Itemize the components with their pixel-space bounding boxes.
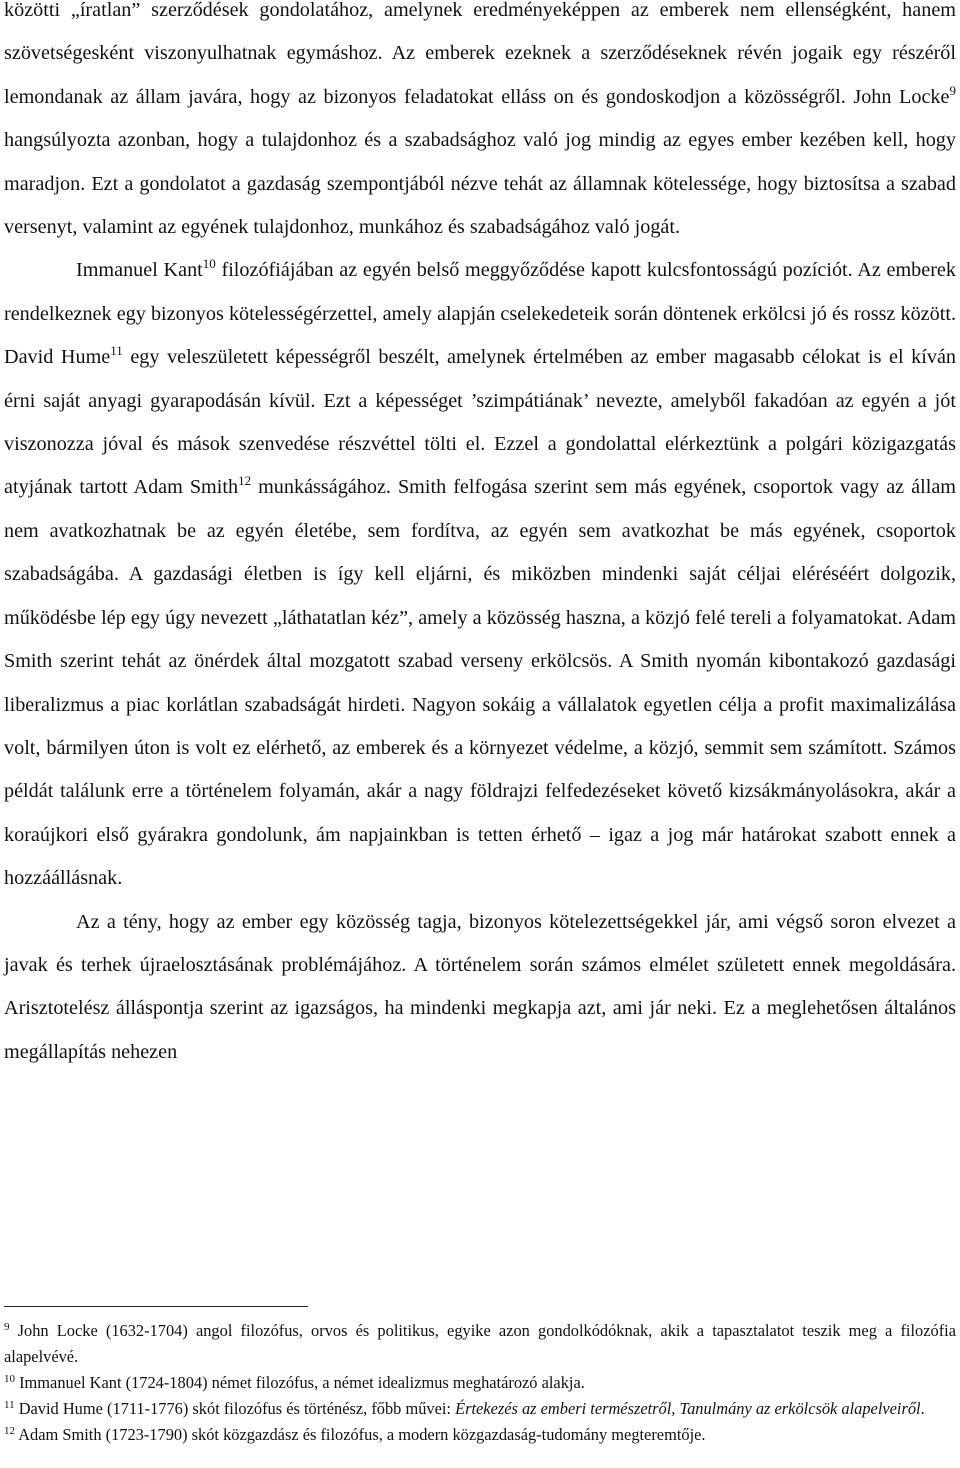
footnote-number: 10 xyxy=(4,1373,15,1385)
paragraph-text: munkásságához. Smith felfogása szerint sem más egyének, csoportok vagy az állam nem avatkozhatnak be az egyén életébe, sem fordítva, az egyén sem avatkozhat be más egyének, csoportok szabadságába. A gazdasági életben is így kell eljárni, és miközben mindenki saját céljai eléréséért dolgozik, működésbe lép egy úgy nevezett „láthatatlan kéz”, amely a közösség haszna, a közjó felé tereli a folyamatokat. Adam Smith szerint tehát az önérdek által mozgatott szabad verseny erkölcsös. A Smith nyomán kibontakozó gazdasági liberalizmus a piac korlátlan szabadságát hirdeti. Nagyon sokáig a vállalatok egyetlen célja a profit maximalizálása volt, bármilyen úton is volt ez elérhető, az emberek és a környezet védelme, a közjó, semmit sem számított. Számos példát találunk erre a történelem folyamán, akár a nagy földrajzi felfedezéseket követő kizsákmányolásokra, akár a koraújkori első gyárakra gondolunk, ám napjainkban is tetten érhető – igaz a jog már határokat szabott ennek a hozzáállásnak. xyxy=(4,476,956,890)
paragraph-3 xyxy=(4,901,956,1075)
footnote-ref-10[interactable]: 10 xyxy=(202,256,216,272)
footnote-number: 12 xyxy=(4,1425,15,1437)
footnote-number: 11 xyxy=(4,1399,15,1411)
footnote-ref-9[interactable]: 9 xyxy=(949,82,956,98)
document-page xyxy=(4,0,956,1074)
body-text xyxy=(4,0,956,1074)
paragraph-text: Az a tény, hogy az ember egy közösség tagja, bizonyos kötelezettségekkel jár, ami végső soron elvezet a javak és terhek újraelosztásának problémájához. A történelem során számos elmélet született ennek megoldására. Arisztotelész álláspontja szerint az igazságos, ha mindenki megkapja azt, ami jár neki. Ez a meglehetősen általános megállapítás nehezen xyxy=(4,910,956,1063)
footnote-11 xyxy=(4,1396,956,1422)
footnote-ref-11[interactable]: 11 xyxy=(110,343,123,359)
footnote-12 xyxy=(4,1422,956,1448)
footnote-text: David Hume (1711-1776) skót filozófus és történész, főbb művei: xyxy=(14,1399,456,1418)
paragraph-text: egy veleszületett képességről beszélt, amelynek értelmében az ember magasabb célokat is el kíván érni saját anyagi gyarapodásán kívül. Ezt a képességet ’szimpátiának’ nevezte, amelyből fakadóan az egyén a jót viszonozza jóval és mások szenvedése részvéttel tölti el. Ezzel a gondolattal elérkeztünk a polgári közigazgatás atyjának tartott Adam Smith xyxy=(4,346,957,499)
paragraph-text: Immanuel Kant xyxy=(76,259,203,282)
paragraph-1 xyxy=(4,0,956,249)
footnote-number: 9 xyxy=(4,1321,10,1333)
paragraph-text: közötti „íratlan” szerződések gondolatához, amelynek eredményeképpen az emberek nem ellenségként, hanem szövetségesként viszonyulhatnak egymáshoz. Az emberek ezeknek a szerződéseknek révén jogaik egy részéről lemondanak az állam javára, hogy az bizonyos feladatokat elláss on és gondoskodjon a közösségről. John Locke xyxy=(4,0,956,108)
footnote-text: John Locke (1632-1704) angol filozófus, orvos és politikus, egyike azon gondolkódóknak, akik a tapasztalatot teszik meg a filozófia alapelvévé. xyxy=(4,1321,956,1366)
footnote-text: Immanuel Kant (1724-1804) német filozófus, a német idealizmus meghatározó alakja. xyxy=(15,1373,585,1392)
paragraph-2 xyxy=(4,249,956,900)
footnote-9 xyxy=(4,1318,956,1370)
paragraph-text: filozófiájában az egyén belső meggyőződése kapott kulcsfontosságú pozíciót. Az emberek rendelkeznek egy bizonyos kötelességérzettel, amely alapján cselekedeteik során döntenek erkölcsi jó és rossz között. David Hume xyxy=(4,259,956,369)
footnotes xyxy=(4,1318,956,1448)
paragraph-text: hangsúlyozta azonban, hogy a tulajdonhoz és a szabadsághoz való jog mindig az egyes ember kezében kell, hogy maradjon. Ezt a gondolatot a gazdaság szempontjából nézve tehát az államnak kötelessége, hogy biztosítsa a szabad versenyt, valamint az egyének tulajdonhoz, munkához és szabadságához való jogát. xyxy=(4,129,956,239)
footnote-work-titles: Értekezés az emberi természetről, Tanulmány az erkölcsök alapelveiről xyxy=(455,1399,921,1418)
footnote-ref-12[interactable]: 12 xyxy=(238,473,252,489)
footnote-10 xyxy=(4,1370,956,1396)
footnote-separator xyxy=(4,1306,308,1307)
footnote-text: . xyxy=(920,1399,925,1418)
footnote-text: Adam Smith (1723-1790) skót közgazdász és filozófus, a modern közgazdaság-tudomány megteremtője. xyxy=(15,1425,706,1444)
